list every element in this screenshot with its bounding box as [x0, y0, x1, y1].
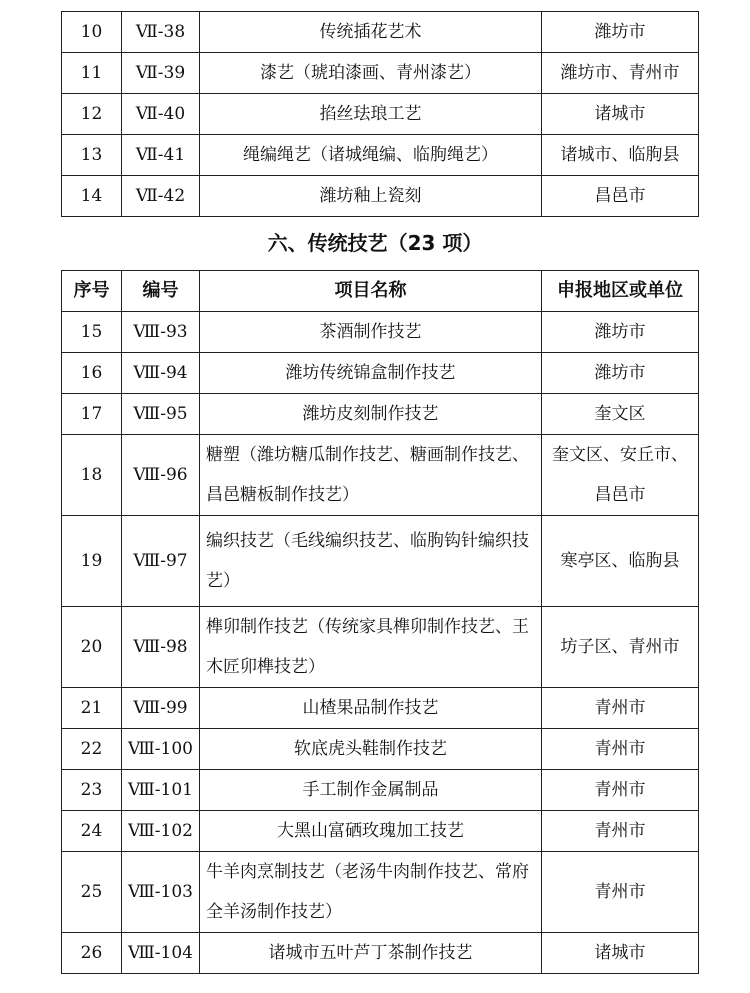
seq-cell: 15 [62, 312, 122, 353]
name-cell: 传统插花艺术 [200, 12, 542, 53]
table-row [62, 607, 699, 688]
table-row [62, 770, 699, 811]
table-row [62, 933, 699, 974]
name-cell: 潍坊传统锦盒制作技艺 [200, 353, 542, 394]
table-row [62, 176, 699, 217]
region-cell: 青州市 [542, 811, 699, 852]
seq-cell: 16 [62, 353, 122, 394]
code-cell: Ⅷ-100 [122, 729, 200, 770]
name-cell: 手工制作金属制品 [200, 770, 542, 811]
seq-cell: 18 [62, 435, 122, 516]
section-heading: 六、传统技艺（23 项） [267, 231, 483, 255]
header-region: 申报地区或单位 [542, 271, 699, 312]
code-cell: Ⅷ-95 [122, 394, 200, 435]
seq-cell: 25 [62, 852, 122, 933]
name-cell: 茶酒制作技艺 [200, 312, 542, 353]
name-cell: 潍坊釉上瓷刻 [200, 176, 542, 217]
header-seq: 序号 [62, 271, 122, 312]
name-cell: 编织技艺（毛线编织技艺、临朐钩针编织技艺） [200, 516, 542, 607]
table-row [62, 811, 699, 852]
code-cell: Ⅷ-101 [122, 770, 200, 811]
table-row [62, 94, 699, 135]
name-cell: 掐丝珐琅工艺 [200, 94, 542, 135]
seq-cell: 26 [62, 933, 122, 974]
code-cell: Ⅷ-96 [122, 435, 200, 516]
heritage-table-traditional-crafts [61, 270, 699, 974]
code-cell: Ⅷ-102 [122, 811, 200, 852]
code-cell: Ⅷ-93 [122, 312, 200, 353]
seq-cell: 14 [62, 176, 122, 217]
region-cell: 潍坊市 [542, 12, 699, 53]
table-row [62, 353, 699, 394]
name-cell: 绳编绳艺（诸城绳编、临朐绳艺） [200, 135, 542, 176]
name-cell: 山楂果品制作技艺 [200, 688, 542, 729]
seq-cell: 22 [62, 729, 122, 770]
name-cell: 漆艺（琥珀漆画、青州漆艺） [200, 53, 542, 94]
heritage-table-traditional-arts-continued [61, 11, 699, 217]
table-row [62, 852, 699, 933]
region-cell: 诸城市 [542, 94, 699, 135]
table-row [62, 135, 699, 176]
table-header-row [62, 271, 699, 312]
region-cell: 青州市 [542, 729, 699, 770]
region-cell: 潍坊市 [542, 312, 699, 353]
code-cell: Ⅶ-41 [122, 135, 200, 176]
name-cell: 诸城市五叶芦丁茶制作技艺 [200, 933, 542, 974]
table-row [62, 435, 699, 516]
seq-cell: 12 [62, 94, 122, 135]
code-cell: Ⅶ-38 [122, 12, 200, 53]
name-cell: 大黑山富硒玫瑰加工技艺 [200, 811, 542, 852]
code-cell: Ⅷ-103 [122, 852, 200, 933]
seq-cell: 11 [62, 53, 122, 94]
table-row [62, 516, 699, 607]
code-cell: Ⅷ-98 [122, 607, 200, 688]
region-cell: 潍坊市、青州市 [542, 53, 699, 94]
region-cell: 青州市 [542, 770, 699, 811]
region-cell: 奎文区 [542, 394, 699, 435]
code-cell: Ⅶ-39 [122, 53, 200, 94]
name-cell: 软底虎头鞋制作技艺 [200, 729, 542, 770]
region-cell: 诸城市 [542, 933, 699, 974]
region-cell: 诸城市、临朐县 [542, 135, 699, 176]
code-cell: Ⅷ-104 [122, 933, 200, 974]
table-row [62, 688, 699, 729]
region-cell: 潍坊市 [542, 353, 699, 394]
table-row [62, 394, 699, 435]
seq-cell: 13 [62, 135, 122, 176]
code-cell: Ⅷ-97 [122, 516, 200, 607]
code-cell: Ⅷ-94 [122, 353, 200, 394]
region-cell: 奎文区、安丘市、昌邑市 [542, 435, 699, 516]
table-row [62, 312, 699, 353]
code-cell: Ⅶ-42 [122, 176, 200, 217]
seq-cell: 21 [62, 688, 122, 729]
region-cell: 昌邑市 [542, 176, 699, 217]
seq-cell: 20 [62, 607, 122, 688]
code-cell: Ⅷ-99 [122, 688, 200, 729]
header-code: 编号 [122, 271, 200, 312]
seq-cell: 24 [62, 811, 122, 852]
seq-cell: 23 [62, 770, 122, 811]
region-cell: 坊子区、青州市 [542, 607, 699, 688]
region-cell: 青州市 [542, 688, 699, 729]
table-row [62, 12, 699, 53]
name-cell: 潍坊皮刻制作技艺 [200, 394, 542, 435]
seq-cell: 10 [62, 12, 122, 53]
region-cell: 青州市 [542, 852, 699, 933]
seq-cell: 17 [62, 394, 122, 435]
name-cell: 榫卯制作技艺（传统家具榫卯制作技艺、王木匠卯榫技艺） [200, 607, 542, 688]
seq-cell: 19 [62, 516, 122, 607]
header-name: 项目名称 [200, 271, 542, 312]
name-cell: 牛羊肉烹制技艺（老汤牛肉制作技艺、常府全羊汤制作技艺） [200, 852, 542, 933]
code-cell: Ⅶ-40 [122, 94, 200, 135]
table-row [62, 53, 699, 94]
name-cell: 糖塑（潍坊糖瓜制作技艺、糖画制作技艺、昌邑糖板制作技艺） [200, 435, 542, 516]
region-cell: 寒亭区、临朐县 [542, 516, 699, 607]
table-row [62, 729, 699, 770]
